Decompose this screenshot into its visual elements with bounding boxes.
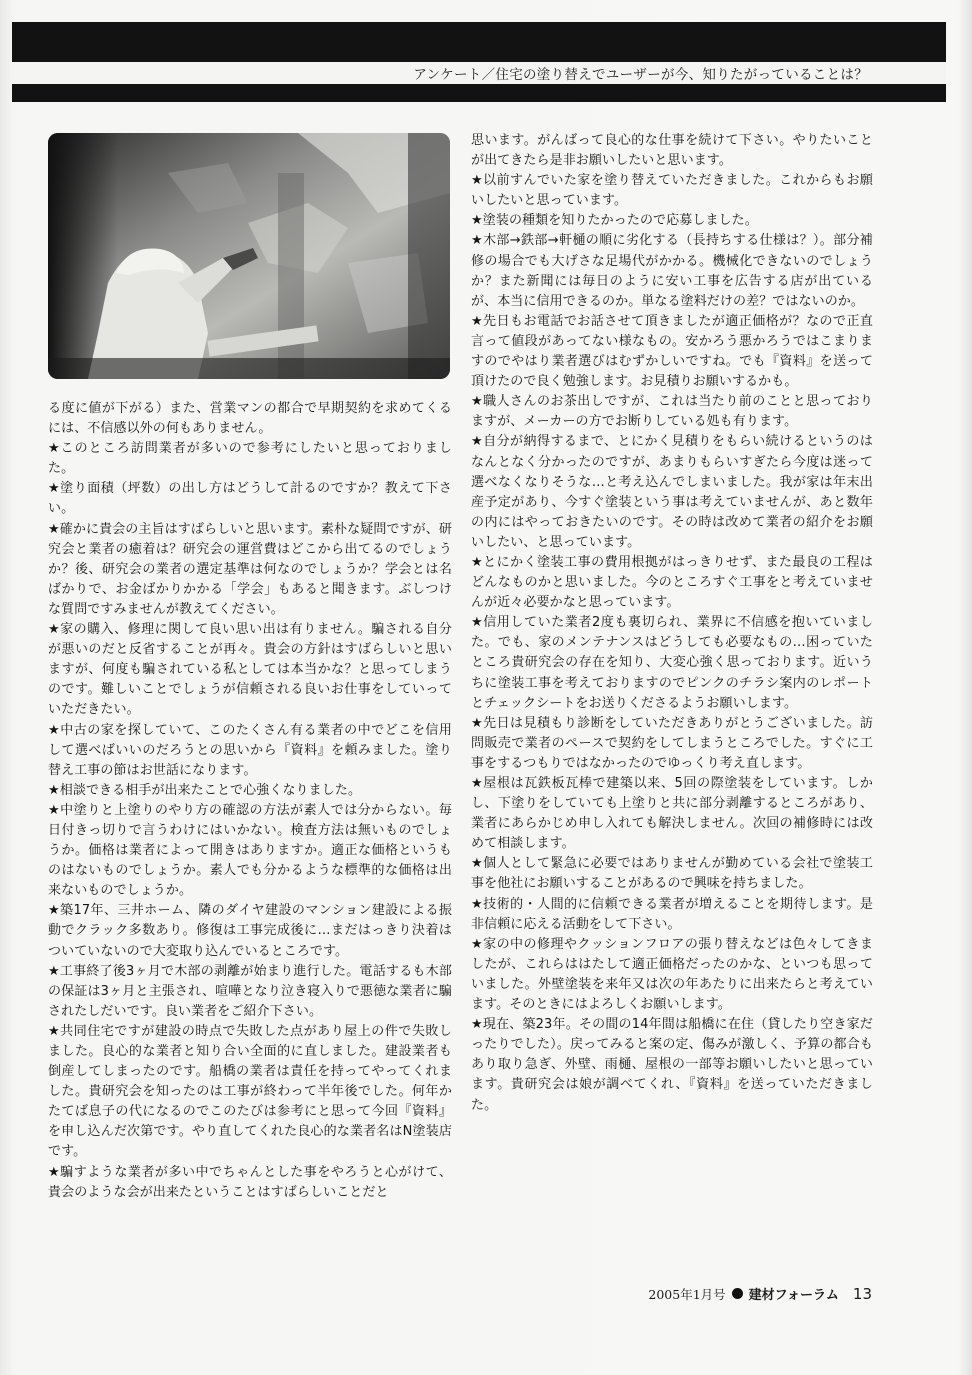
left-paragraph-7: ★相談できる相手が出来たことで心強くなりました。	[48, 782, 362, 798]
right-paragraph-10: ★先日は見積もり診断をしていただきありがとうございました。訪問販売で業者のペースで契約をしてしまうところでした。すぐに工事をするつもりではなかったのでゆっくり考え直します。	[471, 715, 873, 771]
page-footer	[648, 1284, 872, 1303]
left-paragraph-2: ★このところ訪問業者が多いので参考にしたいと思っておりました。	[48, 441, 452, 477]
left-paragraph-11: ★共同住宅ですが建設の時点で失敗した点があり屋上の件で失敗しました。良心的な業者と知り合い全面的に直しました。建設業者も倒産してしまったのです。船橋の業者は責任を持ってやってくれました。貴研究会を知ったのは工事が終わって半年後でした。何年かたてば息子の代になるのでこのたびは参考にと思って今回『資料』を申し込んだ次第です。やり直してくれた良心的な業者名はN塗装店です。	[48, 1023, 452, 1160]
right-paragraph-1: 思います。がんばって良心的な仕事を続けて下さい。やりたいことが出てきたら是非お願いしたいと思います。	[471, 133, 873, 169]
right-paragraph-13: ★技術的・人間的に信頼できる業者が増えることを期待します。是非信頼に応える活動をして下さい。	[471, 896, 873, 932]
magazine-name: 建材フォーラム	[748, 1288, 839, 1303]
issue-label: 2005年1月号	[648, 1286, 726, 1302]
right-paragraph-8: ★とにかく塗装工事の費用根拠がはっきりせず、また最良の工程はどんなものかと思いました。今のところすぐ工事をと考えていませんが近々必要かなと思っています。	[471, 554, 873, 611]
left-paragraph-3: ★塗り面積（坪数）の出し方はどうして計るのですか？教えて下さい。	[48, 481, 452, 517]
header-strip	[12, 62, 946, 84]
left-paragraph-9: ★築17年、三井ホーム、隣のダイヤ建設のマンション建設による振動でクラック多数あり。修復は工事完成後に…まだはっきり決着はついていないので大変取り込んでいるところです。	[48, 903, 452, 959]
page-header-title: アンケート／住宅の塗り替えでユーザーが今、知りたがっていることは？	[413, 67, 868, 83]
right-paragraph-2: ★以前すんでいた家を塗り替えていただきました。これからもお願いしたいと思っています。	[471, 173, 873, 209]
right-paragraph-6: ★職人さんのお茶出しですが、これは当たり前のことと思っておりますが、メーカーの方でお断りしている処も有ります。	[471, 394, 873, 430]
article-photo	[48, 133, 450, 379]
bullet-icon	[732, 1288, 743, 1299]
left-column	[48, 399, 452, 1203]
left-paragraph-6: ★中古の家を探していて、このたくさん有る業者の中でどこを信用して選べばいいのだろうとの思いから『資料』を頼みました。塗り替え工事の節はお世話になります。	[48, 722, 452, 778]
photo-illustration	[48, 133, 450, 379]
right-paragraph-12: ★個人として緊急に必要ではありませんが勤めている会社で塗装工事を他社にお願いすることがあるので興味を持ちました。	[471, 856, 873, 892]
left-paragraph-12: ★騙すような業者が多い中でちゃんとした事をやろうと心がけて、貴会のような会が出来たということはすばらしいことだと	[48, 1164, 452, 1200]
right-column	[471, 131, 873, 1116]
left-paragraph-4: ★確かに貴会の主旨はすばらしいと思います。素朴な疑問ですが、研究会と業者の癒着は？研究会の運営費はどこから出てるのでしょうか？後、研究会の業者の選定基準は何なのでしょうか？学会とは名ばかりで、お金ばかりかかる「学会」もあると聞きます。ぶしつけな質問ですみませんが教えてください。	[48, 521, 452, 617]
right-paragraph-9: ★信用していた業者2度も裏切られ、業界に不信感を抱いていました。でも、家のメンテナンスはどうしても必要なもの…困っていたところ貴研究会の存在を知り、大変心強く思っております。近いうちに塗装工事を考えておりますのでピンクのチラシ案内のレポートとチェックシートをお送りくださるようお願いします。	[471, 615, 873, 711]
right-paragraph-7: ★自分が納得するまで、とにかく見積りをもらい続けるというのはなんとなく分かったのですが、あまりもらいすぎたら今度は迷って選べなくなりそうな…と考え込んでしまいました。我が家は年末出産予定があり、今すぐ塗装という事は考えていませんが、あと数年の内にはやっておきたいのです。その時は改めて業者の紹介をお願いしたい、と思っています。	[471, 434, 873, 550]
left-paragraph-8: ★中塗りと上塗りのやり方の確認の方法が素人では分からない。毎日付きっ切りで言うわけにはいかない。検査方法は無いものでしょうか。価格は業者によって開きはありますか。適正な価格というものはないものでしょうか。素人でも分かるような標準的な価格は出来ないものでしょうか。	[48, 802, 452, 899]
right-paragraph-11: ★屋根は瓦鉄板瓦棒で建築以来、5回の際塗装をしています。しかし、下塗りをしていても上塗りと共に部分剥離するところがあり、業者にあらかじめ申し入れても解決しません。次回の補修時には改めて相談します。	[471, 776, 873, 852]
left-paragraph-5: ★家の購入、修理に関して良い思い出は有りません。騙される自分が悪いのだと反省することが再々。貴会の方針はすばらしいと思いますが、何度も騙されている私としては本当かな？と思ってしまうのです。難しいことでしょうが信頼される良いお仕事をしていっていただきたい。	[48, 622, 452, 718]
right-paragraph-4: ★木部→鉄部→軒樋の順に劣化する（長持ちする仕様は？）。部分補修の場合でも大げさな足場代がかかる。機械化できないのでしょうか？また新聞には毎日のように安い工事を広告する店が出ているが、本当に信用できるのか。単なる塗料だけの差？ではないのか。	[471, 233, 873, 309]
page-number: 13	[852, 1284, 872, 1303]
right-paragraph-3: ★塗装の種類を知りたかったので応募しました。	[471, 213, 758, 229]
left-paragraph-1: る度に値が下がる）また、営業マンの都合で早期契約を求めてくるには、不信感以外の何もありません。	[48, 401, 452, 437]
right-paragraph-14: ★家の中の修理やクッションフロアの張り替えなどは色々してきましたが、これらははたして適正価格だったのかな、といつも思っていました。外壁塗装を来年又は次の年あたりに出来たらと考えています。そのときにはよろしくお願いします。	[471, 936, 873, 1013]
right-paragraph-5: ★先日もお電話でお話させて頂きましたが適正価格が？なので正直言って値段があってない様なもの。安かろう悪かろうではこまりますのでやはり業者選びはむずかしいですね。でも『資料』を送って頂けたので良く勉強します。お見積りお願いするかも。	[471, 313, 873, 390]
right-paragraph-15: ★現在、築23年。その間の14年間は船橋に在住（貸したり空き家だったりでした）。戻ってみると案の定、傷みが激しく、予算の都合もあり取り急ぎ、外壁、雨樋、屋根の一部等お願いしたいと思っています。貴研究会は娘が調べてくれ、『資料』を送っていただきました。	[471, 1017, 873, 1113]
left-paragraph-10: ★工事終了後3ヶ月で木部の剥離が始まり進行した。電話するも木部の保証は3ヶ月と主張され、喧嘩となり泣き寝入りで悪徳な業者に騙されたしだいです。良い業者をご紹介下さい。	[48, 963, 452, 1019]
